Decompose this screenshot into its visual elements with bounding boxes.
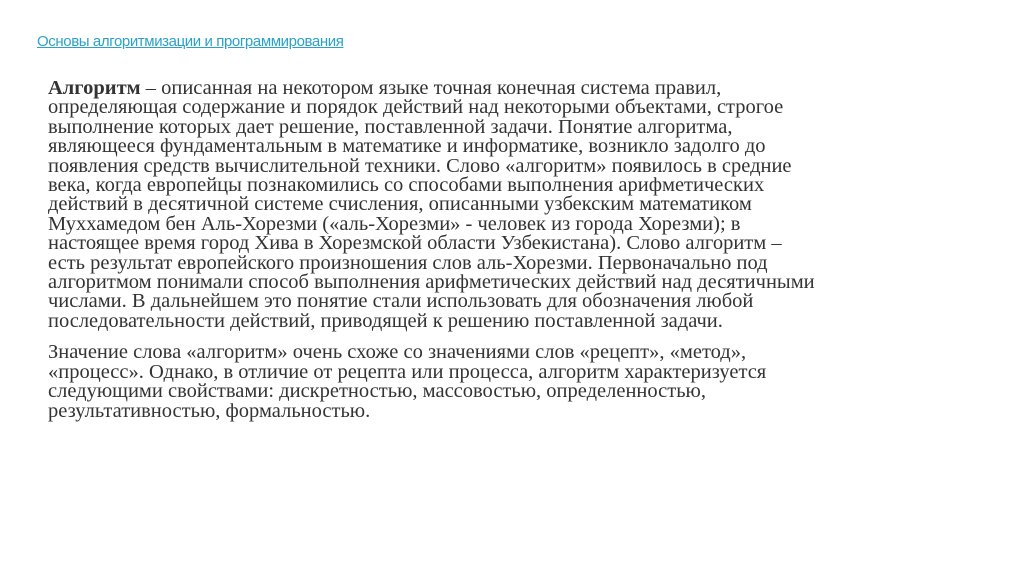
definition-term: Алгоритм bbox=[48, 77, 141, 99]
properties-paragraph: Значение слова «алгоритм» очень схоже со значениями слов «рецепт», «метод», «процесс». Однако, в отличие от рецепта или процесса, алгоритм характеризуется следующими свойствами: дискретностью, массовостью, определенностью, результативностью, формальностью. bbox=[48, 341, 767, 422]
slide-body bbox=[48, 79, 953, 421]
definition-paragraph bbox=[48, 79, 953, 331]
slide-title: Основы алгоритмизации и программирования bbox=[37, 33, 344, 50]
definition-text: – описанная на некотором языке точная конечная система правил, определяющая содержание и порядок действий над некоторыми объектами, строгое выполнение которых дает решение, поставленной задачи. Понятие алгоритма, являющееся фундаментальным в математике и информатике, возникло задолго до появления средств вычислительной техники. Слово «алгоритм» появилось в средние века, когда европейцы познакомились со способами выполнения арифметических действий в десятичной системе счисления, описанными узбекским математиком Муххамедом бен Аль-Хорезми («аль-Хорезми» - человек из города Хорезми); в настоящее время город Хива в Хорезмской области Узбекистана). Слово алгоритм – есть результат европейского произношения слов аль-Хорезми. Первоначально под алгоритмом понимали способ выполнения арифметических действий над десятичными числами. В дальнейшем это понятие стали использовать для обозначения любой последовательности действий, приводящей к решению поставленной задачи. bbox=[48, 77, 815, 332]
